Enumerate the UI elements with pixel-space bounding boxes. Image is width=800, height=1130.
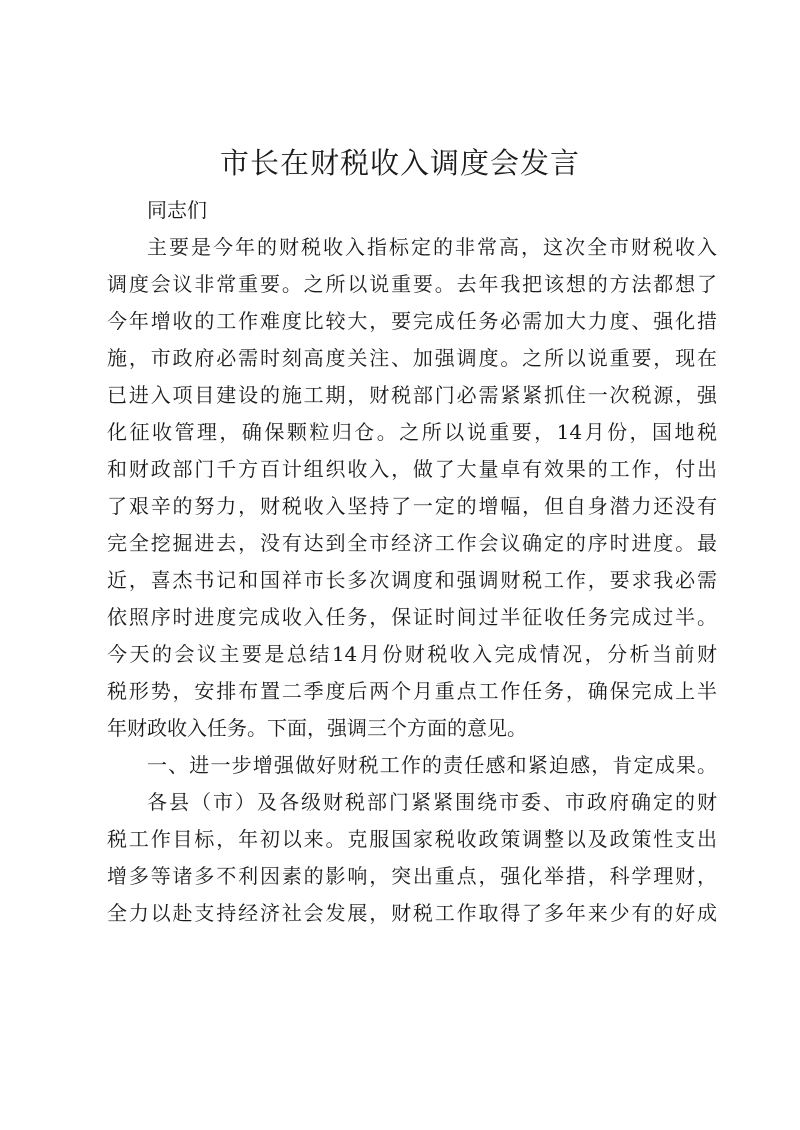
body-line: 今年增收的工作难度比较大，要完成任务必需加大力度、强化措	[107, 309, 717, 333]
body-line: 依照序时进度完成收入任务，保证时间过半征收任务完成过半。	[107, 605, 717, 629]
salutation: 同志们	[147, 198, 207, 222]
body-line: 主要是今年的财税收入指标定的非常高，这次全市财税收入	[147, 235, 717, 259]
body-line: 近，喜杰书记和国祥市长多次调度和强调财税工作，要求我必需	[107, 568, 717, 592]
body-line: 调度会议非常重要。之所以说重要。去年我把该想的方法都想了	[107, 272, 717, 296]
body-line: 化征收管理，确保颗粒归仓。之所以说重要，14月份，国地税	[107, 420, 717, 444]
body-line: 今天的会议主要是总结14月份财税收入完成情况，分析当前财	[107, 642, 717, 666]
body-line: 已进入项目建设的施工期，财税部门必需紧紧抓住一次税源，强	[107, 383, 717, 407]
body-line: 和财政部门千方百计组织收入，做了大量卓有效果的工作，付出	[107, 457, 717, 481]
page-title: 市长在财税收入调度会发言	[219, 146, 580, 180]
body-line: 税形势，安排布置二季度后两个月重点工作任务，确保完成上半	[107, 679, 717, 703]
body-line: 年财政收入任务。下面，强调三个方面的意见。	[107, 716, 527, 740]
section-heading: 一、进一步增强做好财税工作的责任感和紧迫感，肯定成果。	[147, 753, 717, 777]
body-line: 各县（市）及各级财税部门紧紧围绕市委、市政府确定的财	[147, 790, 717, 814]
body-line: 全力以赴支持经济社会发展，财税工作取得了多年来少有的好成	[107, 901, 717, 925]
body-line: 完全挖掘进去，没有达到全市经济工作会议确定的序时进度。最	[107, 531, 717, 555]
body-line: 了艰辛的努力，财税收入坚持了一定的增幅，但自身潜力还没有	[107, 494, 717, 518]
body-line: 施，市政府必需时刻高度关注、加强调度。之所以说重要，现在	[107, 346, 717, 370]
body-line: 增多等诸多不利因素的影响，突出重点，强化举措，科学理财，	[107, 864, 717, 888]
body-line: 税工作目标，年初以来。克服国家税收政策调整以及政策性支出	[107, 827, 717, 851]
